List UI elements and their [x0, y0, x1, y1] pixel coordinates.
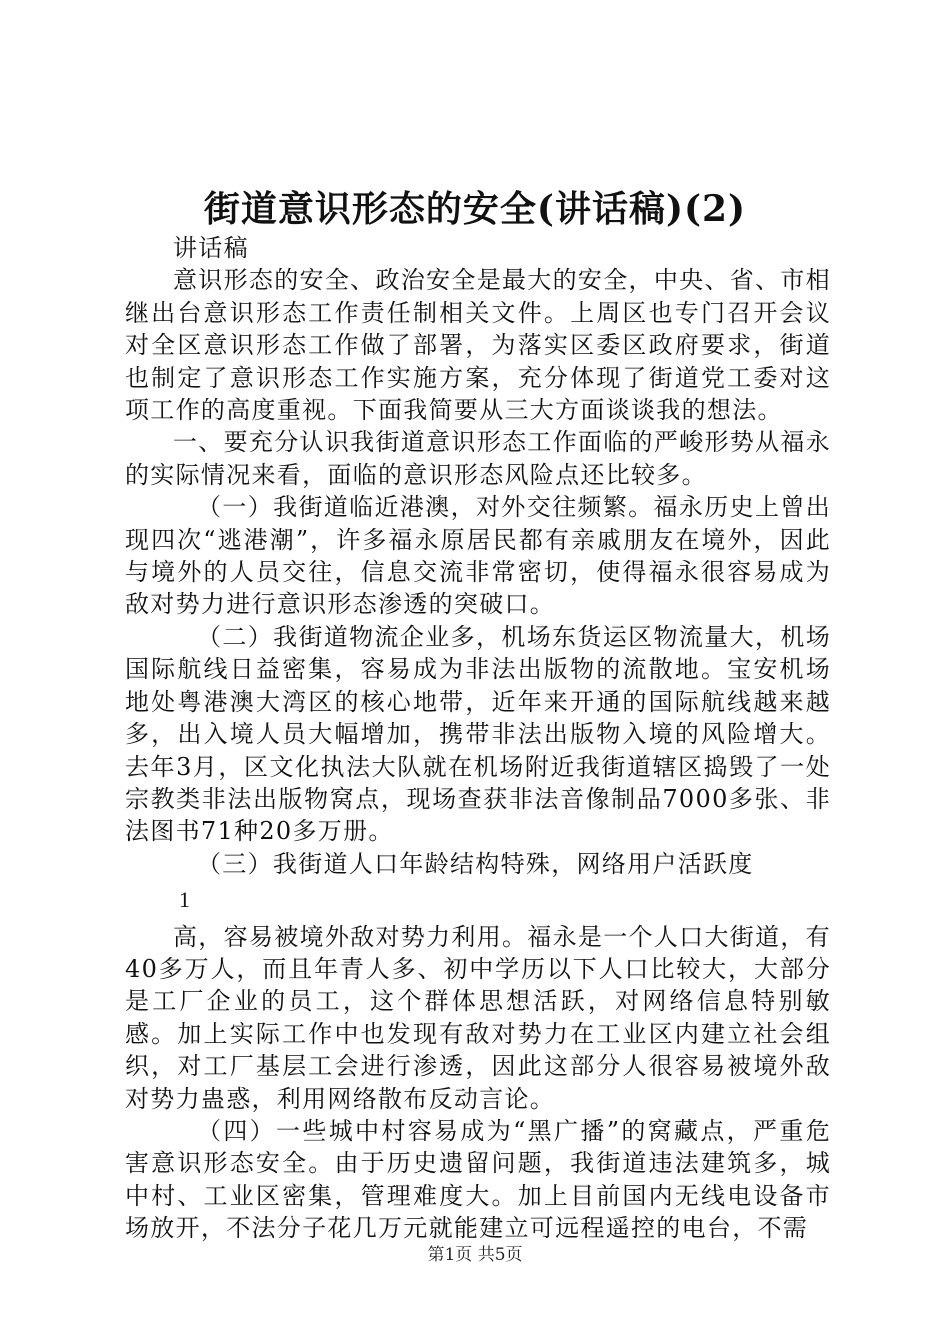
- point-4-paragraph: （四）一些城中村容易成为“黑广播”的窝藏点，严重危害意识形态安全。由于历史遗留问题，我街道违法建筑多，城中村、工业区密集，管理难度大。加上目前国内无线电设备市场放开，不法分子花几万元就能建立可远程遥控的电台，不需: [125, 1116, 831, 1243]
- page-footer: 第1页 共5页: [427, 1245, 523, 1265]
- section-heading-1: 一、要充分认识我街道意识形态工作面临的严峻形势从福永的实际情况来看，面临的意识形态风险点还比较多。: [125, 428, 831, 489]
- point-3-paragraph: （三）我街道人口年龄结构特殊，网络用户活跃度: [197, 849, 754, 878]
- speech-label: 讲话稿: [173, 234, 249, 262]
- inline-page-number: 1: [179, 887, 192, 913]
- document-body: [125, 232, 831, 1245]
- point-3-continuation: 高，容易被境外敌对势力利用。福永是一个人口大街道，有40多万人，而且年青人多、初中学历以下人口比较大，大部分是工厂企业的员工，这个群体思想活跃，对网络信息特别敏感。加上实际工作中也发现有敌对势力在工业区内建立社会组织，对工厂基层工会进行渗透，因此这部分人很容易被境外敌对势力蛊惑，利用网络散布反动言论。: [125, 922, 831, 1113]
- point-1-paragraph: （一）我街道临近港澳，对外交往频繁。福永历史上曾出现四次“逃港潮”，许多福永原居民都有亲戚朋友在境外，因此与境外的人员交往，信息交流非常密切，使得福永很容易成为敌对势力进行意识形态渗透的突破口。: [125, 493, 831, 619]
- intro-paragraph: 意识形态的安全、政治安全是最大的安全，中央、省、市相继出台意识形态工作责任制相关文件。上周区也专门召开会议对全区意识形态工作做了部署，为落实区委区政府要求，街道也制定了意识形态工作实施方案，充分体现了街道党工委对这项工作的高度重视。下面我简要从三大方面谈谈我的想法。: [125, 266, 831, 425]
- document-title: 街道意识形态的安全(讲话稿)(2): [203, 188, 747, 230]
- point-2-paragraph: （二）我街道物流企业多，机场东货运区物流量大，机场国际航线日益密集，容易成为非法出版物的流散地。宝安机场地处粤港澳大湾区的核心地带，近年来开通的国际航线越来越多，出入境人员大幅增加，携带非法出版物入境的风险增大。去年3月，区文化执法大队就在机场附近我街道辖区捣毁了一处宗教类非法出版物窝点，现场查获非法音像制品7000多张、非法图书71种20多万册。: [125, 622, 831, 846]
